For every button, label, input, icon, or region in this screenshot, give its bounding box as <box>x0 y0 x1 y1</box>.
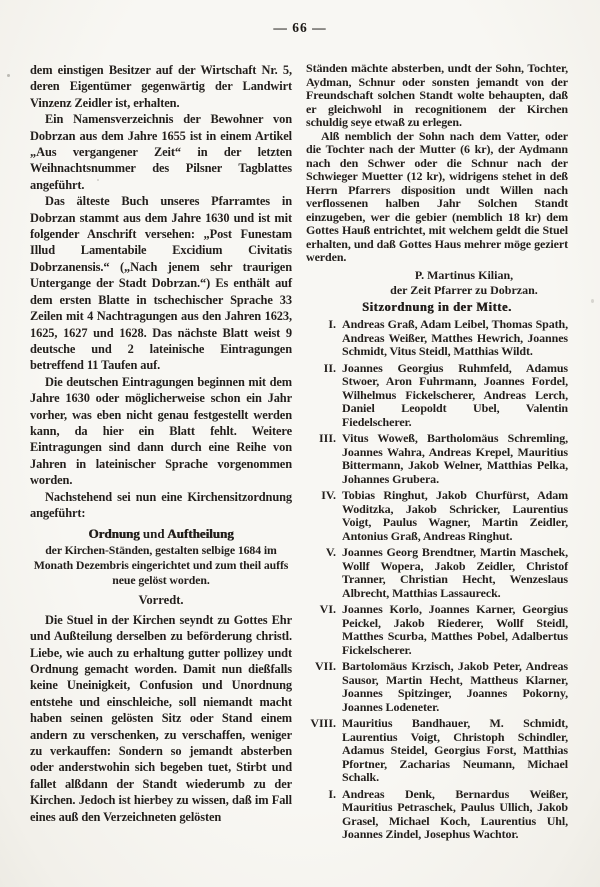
list-item-numeral: VI. <box>319 602 336 616</box>
list-item <box>306 788 568 842</box>
heading-word: Ordnung <box>88 526 140 542</box>
list-item-numeral: III. <box>318 431 336 445</box>
paragraph: Alß nemblich der Sohn nach dem Vatter, oder die Tochter nach der Mutter (6 kr), der Aydmann nach den Schwer oder die Schnur nach der Schwieger Muetter (12 kr), widrigens stehet in deß Herrn Pfarrers disposition undt Willen nach verflossenen halben Jahr Solchen Standt einzugeben, wer die gebier (nemblich 18 kr) dem Gottes Hauß entrichtet, mit welchem geldt die Stuel erhalten, und daß Gottes Haus mehrer möge geziert werden. <box>306 128 568 264</box>
section-heading-vorredt: Vorredt. <box>138 593 184 608</box>
list-item <box>306 489 568 543</box>
list-item-names: Vitus Woweß, Bartholomäus Schremling, Joannes Wahra, Andreas Krepel, Mauritius Bittermann, Jakob Welner, Matthias Pelka, Johannes Grubera. <box>342 431 568 486</box>
list-item <box>306 717 568 785</box>
section-heading-sitzordnung: Sitzordnung in der Mitte. <box>362 299 512 314</box>
list-item-names: Tobias Ringhut, Jakob Churfürst, Adam Woditzka, Jakob Schricker, Laurentius Voigt, Paulus Wagner, Martin Zeidler, Antonius Graß, Andreas Ringhut. <box>342 488 568 543</box>
list-item-numeral: II. <box>323 360 336 375</box>
list-item-numeral: VIII. <box>310 716 336 730</box>
text-columns <box>30 62 568 845</box>
list-item-names: Bartolomäus Krzisch, Jakob Peter, Andreas Sausor, Martin Hecht, Mattheus Klarner, Joannes Spitzinger, Joannes Pokorny, Joannes Lodeneter. <box>342 659 568 714</box>
paragraph: Ein Namensverzeichnis der Bewohner von Dobrzan aus dem Jahre 1655 ist in einem Artikel „Aus vergangener Zeit“ in der letzten Weihnachtsnummer des Pilsner Tagblattes angeführt. <box>30 112 292 192</box>
list-item <box>306 546 568 600</box>
list-item-numeral: I. <box>328 786 336 801</box>
signature-block <box>358 268 570 298</box>
paragraph: dem einstigen Besitzer auf der Wirtschaft Nr. 5, deren Eigentümer gegenwärtig der Landwirt Vinzenz Zeidler ist, erhalten. <box>30 63 292 110</box>
section-subtitle: der Kirchen-Ständen, gestalten selbige 1684 im Monath Dezembris eingerichtet und zum theil auffs neue gelöst worden. <box>33 542 289 588</box>
list-item-names: Andreas Graß, Adam Leibel, Thomas Spath, Andreas Weißer, Matthes Hewrich, Joannes Schmidt, Vitus Steidl, Matthias Wildt. <box>342 317 568 358</box>
list-item-names: Mauritius Bandhauer, M. Schmidt, Laurentius Voigt, Christoph Schindler, Adamus Steidel, Georgius Forst, Matthias Pfortner, Zacharias Neumann, Michael Schalk. <box>342 716 568 784</box>
section-heading-ordnung <box>30 526 292 542</box>
paragraph: Ständen mächte absterben, undt der Sohn, Tochter, Aydman, Schnur oder sonsten jemandt von der Freundschaft solchen Standt wolte behaupten, daß er gleichwohl in recognitionem der Kirchen schuldig seye etwaß zu erlegen. <box>306 61 568 129</box>
heading-word: und <box>142 526 165 542</box>
paragraph: Nachstehend sei nun eine Kirchensitzordnung angeführt: <box>30 489 292 520</box>
list-item <box>306 660 568 714</box>
pew-row-list <box>306 318 568 842</box>
list-item-names: Andreas Denk, Bernardus Weißer, Mauritius Petraschek, Paulus Ullich, Jakob Grasel, Michael Koch, Laurentius Uhl, Joannes Zindel, Josephus Wachtor. <box>342 786 568 841</box>
list-item <box>306 318 568 359</box>
signature-name: P. Martinus Kilian, <box>414 267 514 282</box>
heading-word: Auftheilung <box>167 526 234 542</box>
list-item-names: Joannes Korlo, Joannes Karner, Georgius Peickel, Jakob Riederer, Wollf Steidl, Matthes Scurba, Matthes Pobel, Adalbertus Fickelscherer. <box>342 602 568 657</box>
signature-title: der Zeit Pfarrer zu Dobrzan. <box>390 282 538 297</box>
list-item-names: Joannes Georgius Ruhmfeld, Adamus Stwoer, Aron Fuhrmann, Joannes Fordel, Wilhelmus Fickelscherer, Andreas Lerch, Daniel Leopoldt Ubel, Valentin Fiedelscherer. <box>342 360 568 429</box>
list-item-numeral: V. <box>325 545 336 559</box>
column-left <box>30 62 292 845</box>
list-item-names: Joannes Georg Brendtner, Martin Maschek, Wollf Wopera, Jakob Zeidler, Christof Tranner, Christian Hecht, Wenzeslaus Albrecht, Matthias Lassaureck. <box>342 545 568 600</box>
page-number: — 66 — <box>273 20 327 35</box>
list-item <box>306 603 568 657</box>
scan-speckle <box>591 299 594 303</box>
paragraph: Das älteste Buch unseres Pfarramtes in Dobrzan stammt aus dem Jahre 1630 und ist mit folgender Anschrift versehen: „Post Funestam Illud Lamentabile Excidium Civitatis Dobrzanensis.“ („Nach jenem sehr traurigen Untergange der Stadt Dobrzan.“) Es enthält auf dem ersten Blatte in tschechischer Sprache 33 Zeilen mit 4 Nachtragungen aus den Jahren 1623, 1625, 1627 und 1628. Das nächste Blatt weist 9 deutsche und 2 lateinische Eintragungen betreffend 11 Taufen auf. <box>30 194 292 373</box>
column-right <box>306 62 568 845</box>
list-item-numeral: VII. <box>314 659 336 673</box>
paragraph: Die Stuel in der Kirchen seyndt zu Gottes Ehr und Außteilung derselben zu beförderung christl. Liebe, wie auch zu erhaltung gutter pollizey undt Ordnung gemacht worden. Damit nun dießfalls keine Uneinigkeit, Confusion und Unordnung entstehe und einschleiche, soll niemandt macht haben seinen gelösten Sitz oder Stand einem andern zu verschenken, zu verschaffen, weniger zu verkauffen: Sondern so jemandt absterben oder anderstwohin sich begeben tuet, Stirbt und fallet alßdann der Standt wiederumb zu der Kirchen. Jedoch ist hierbey zu wissen, daß im Fall eines auß den Verzeichneten gelösten <box>30 612 292 824</box>
scan-speckle <box>7 74 10 77</box>
list-item-numeral: IV. <box>321 488 336 502</box>
list-item-numeral: I. <box>328 317 336 331</box>
list-item <box>306 432 568 486</box>
list-item <box>306 362 568 430</box>
paragraph: Die deutschen Eintragungen beginnen mit dem Jahre 1630 oder möglicherweise schon ein Jahr vorher, was eben nicht genau festgestellt werden kann, da hier ein Blatt fehlt. Weitere Eintragungen sind dann durch eine Reihe von Jahren in lateinischer Sprache vorgenommen worden. <box>30 374 292 488</box>
